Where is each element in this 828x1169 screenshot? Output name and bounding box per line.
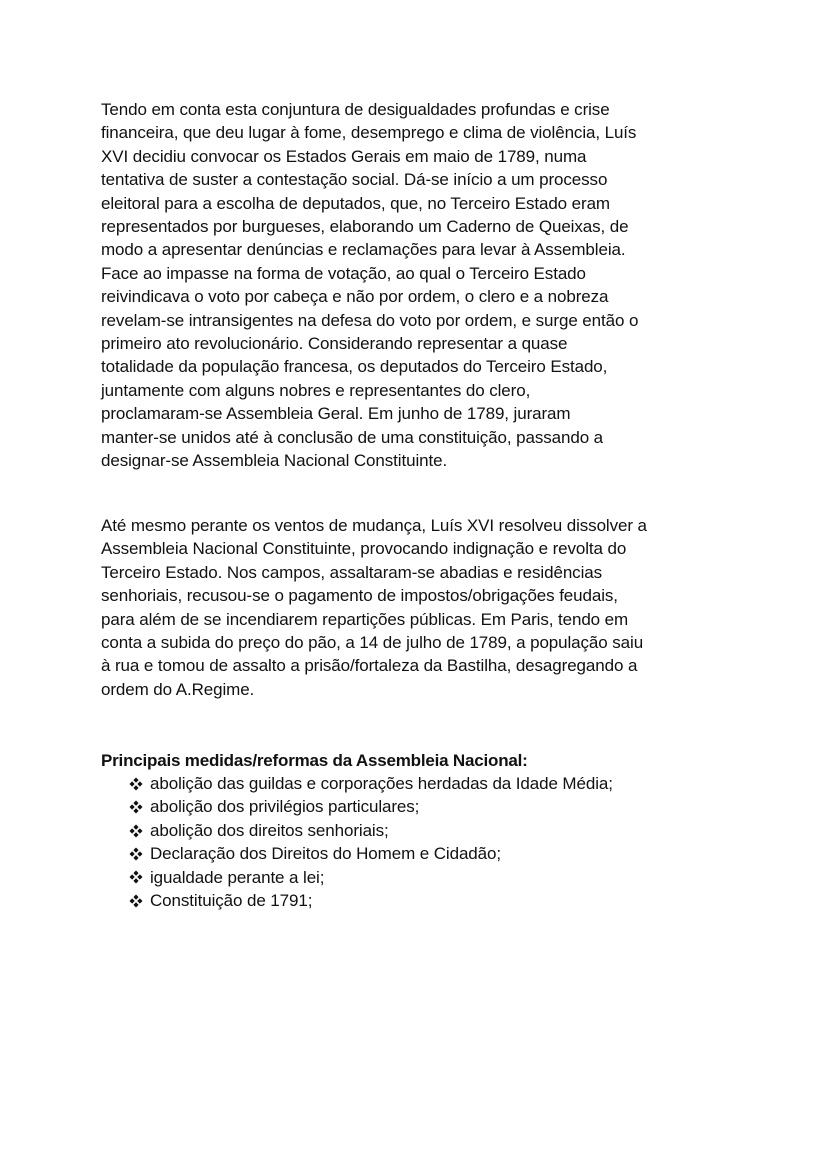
four-diamond-bullet-icon [129,777,143,791]
four-diamond-bullet-icon [129,847,143,861]
list-item [129,866,613,889]
paragraph-line: Face ao impasse na forma de votação, ao qual o Terceiro Estado [101,263,586,283]
paragraph-line: revelam-se intransigentes na defesa do voto por ordem, e surge então o [101,310,639,330]
list-item [129,795,613,818]
paragraph-line: XVI decidiu convocar os Estados Gerais em maio de 1789, numa [101,146,587,166]
paragraph-line: totalidade da população francesa, os deputados do Terceiro Estado, [101,357,608,377]
paragraph-line: ordem do A.Regime. [101,679,255,699]
paragraph-line: representados por burgueses, elaborando um Caderno de Queixas, de [101,217,629,237]
paragraph-line: designar-se Assembleia Nacional Constituinte. [101,451,448,471]
four-diamond-bullet-icon [129,800,143,814]
paragraph-bastille [101,514,741,701]
measures-list [129,772,613,912]
paragraph-convocation-estates-general [101,98,741,473]
list-item-text: abolição dos privilégios particulares; [150,797,420,817]
list-item [129,819,613,842]
paragraph-line: Até mesmo perante os ventos de mudança, Luís XVI resolveu dissolver a [101,516,647,535]
paragraph-line: tentativa de suster a contestação social. Dá-se início a um processo [101,170,608,190]
four-diamond-bullet-icon [129,894,143,908]
four-diamond-bullet-icon [129,870,143,884]
paragraph-line: senhoriais, recusou-se o pagamento de impostos/obrigações feudais, [101,586,618,606]
list-item-text: abolição dos direitos senhoriais; [150,820,389,840]
list-item-text: igualdade perante a lei; [150,867,325,887]
paragraph-line: financeira, que deu lugar à fome, desemprego e clima de violência, Luís [101,123,637,143]
paragraph-line: Assembleia Nacional Constituinte, provocando indignação e revolta do [101,539,627,559]
paragraph-line: eleitoral para a escolha de deputados, que, no Terceiro Estado eram [101,193,610,213]
paragraph-line: primeiro ato revolucionário. Considerando representar a quase [101,334,568,354]
list-item-text: abolição das guildas e corporações herdadas da Idade Média; [150,774,613,793]
list-item [129,889,613,912]
measures-heading: Principais medidas/reformas da Assembleia Nacional: [101,751,528,770]
paragraph-line: reivindicava o voto por cabeça e não por ordem, o clero e a nobreza [101,287,609,307]
paragraph-line: manter-se unidos até à conclusão de uma constituição, passando a [101,427,604,447]
paragraph-line: Tendo em conta esta conjuntura de desigualdades profundas e crise [101,100,610,119]
list-item [129,772,613,795]
paragraph-line: para além de se incendiarem repartições públicas. Em Paris, tendo em [101,609,629,629]
paragraph-line: juntamente com alguns nobres e representantes do clero, [101,380,531,400]
list-item [129,842,613,865]
paragraph-line: proclamaram-se Assembleia Geral. Em junho de 1789, juraram [101,404,571,424]
list-item-text: Declaração dos Direitos do Homem e Cidadão; [150,844,501,864]
paragraph-line: modo a apresentar denúncias e reclamações para levar à Assembleia. [101,240,626,260]
list-item-text: Constituição de 1791; [150,891,313,911]
paragraph-line: Terceiro Estado. Nos campos, assaltaram-se abadias e residências [101,562,603,582]
paragraph-line: à rua e tomou de assalto a prisão/fortaleza da Bastilha, desagregando a [101,656,638,676]
paragraph-line: conta a subida do preço do pão, a 14 de julho de 1789, a população saiu [101,633,644,653]
four-diamond-bullet-icon [129,824,143,838]
